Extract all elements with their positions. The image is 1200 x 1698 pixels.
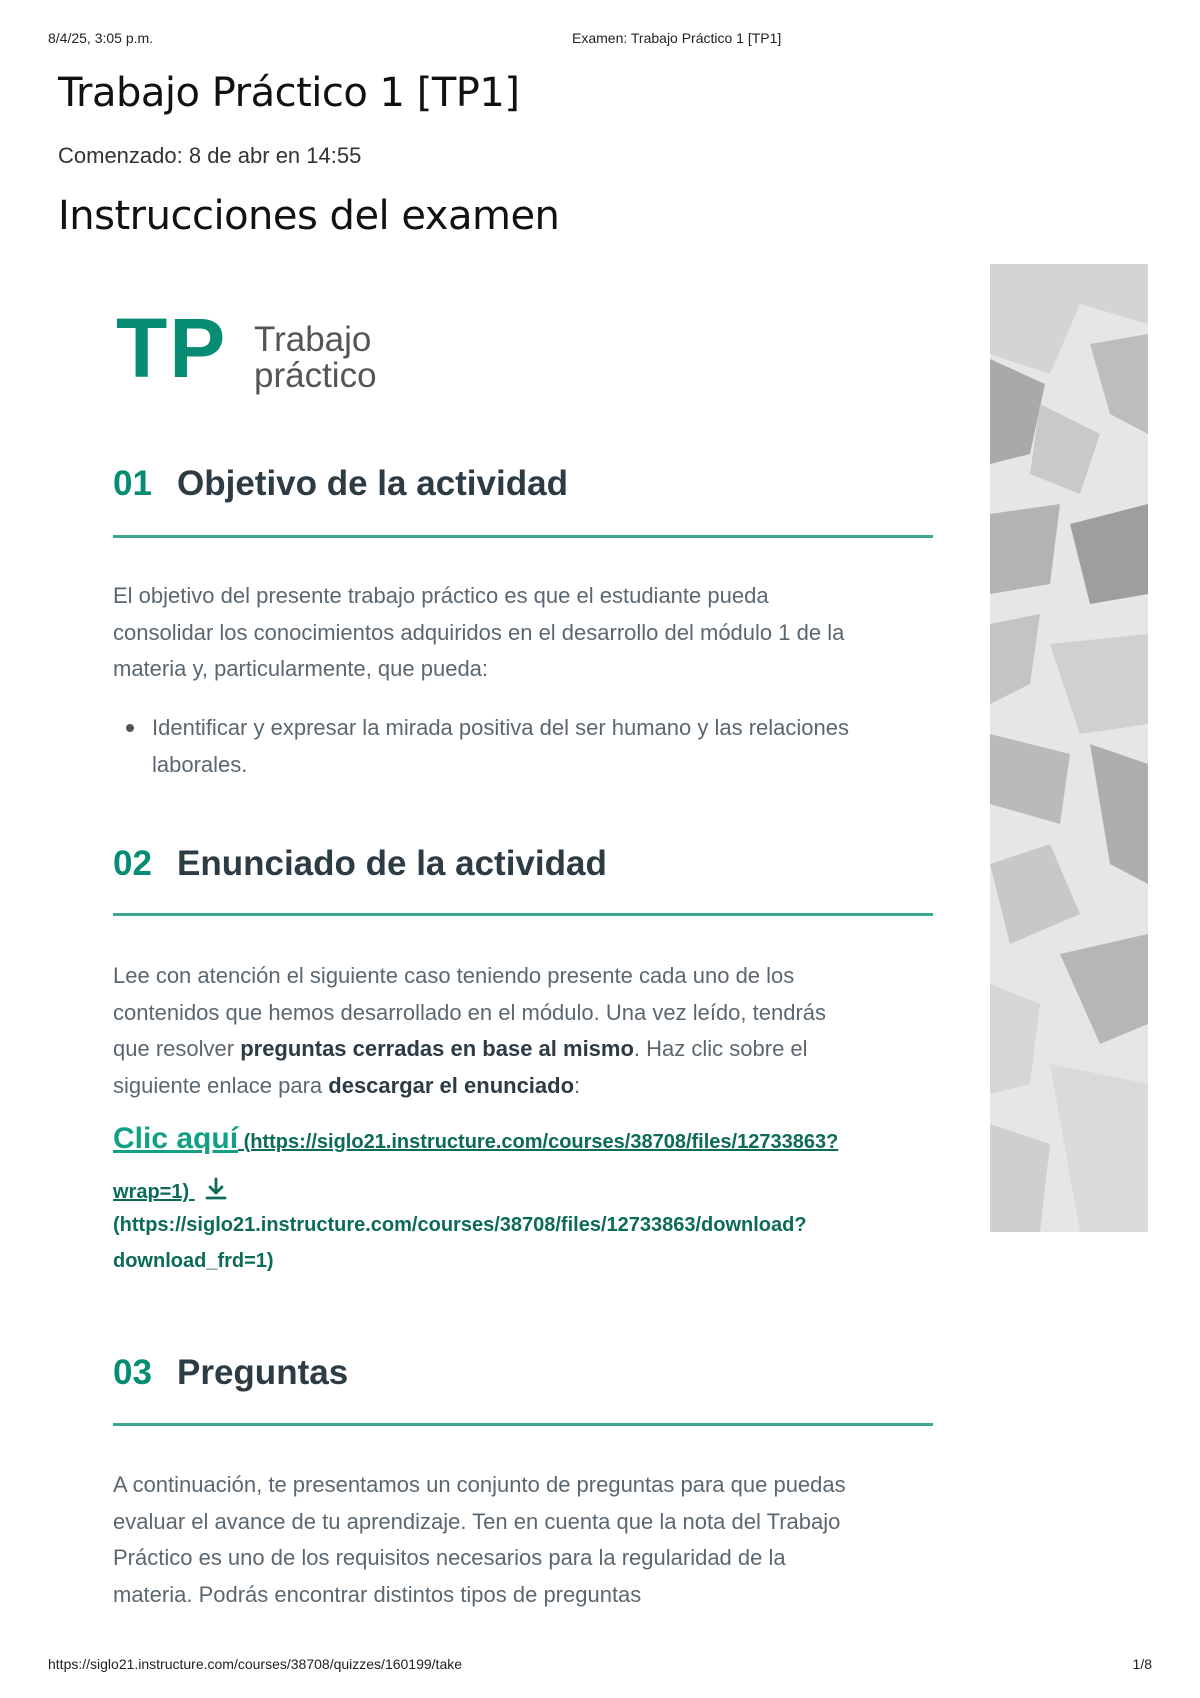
section-01-paragraph [113,578,933,688]
quiz-started-timestamp: Comenzado: 8 de abr en 14:55 [58,143,362,168]
download-link-line-2 [113,1250,943,1273]
objective-bullet [152,710,932,783]
print-doc-title: Examen: Trabajo Práctico 1 [TP1] [572,30,782,46]
paragraph-line: : [574,1072,581,1098]
enunciado-link-line-2 [113,1176,943,1204]
section-title: Enunciado de la actividad [177,844,607,883]
logo-letters: TP [116,301,228,395]
section-divider [113,913,933,916]
enunciado-link-line-1 [113,1122,943,1156]
paragraph-line: evaluar el avance de tu aprendizaje. Ten en cuenta que la nota del Trabajo [113,1508,841,1534]
paragraph-line: A continuación, te presentamos un conjunto de preguntas para que puedas [113,1472,846,1497]
section-03-paragraph [113,1467,933,1613]
paragraph-line: El objetivo del presente trabajo práctico es que el estudiante pueda [113,583,769,608]
paragraph-line: siguiente enlace para [113,1072,329,1098]
section-divider [113,535,933,538]
section-number: 02 [113,844,152,883]
section-title: Preguntas [177,1353,349,1392]
section-02-paragraph [113,958,933,1104]
bullet-line: Identificar y expresar la mirada positiva del ser humano y las relaciones [152,715,849,740]
bullet-line: laborales. [152,751,248,777]
section-number: 01 [113,464,152,503]
enunciado-file-link[interactable]: (https://siglo21.instructure.com/courses/38708/files/12733863? [238,1131,839,1153]
download-icon[interactable] [203,1176,229,1202]
bold-phrase: descargar el enunciado [328,1072,575,1098]
paragraph-line: Práctico es uno de los requisitos necesarios para la regularidad de la [113,1545,786,1570]
section-title: Objetivo de la actividad [177,464,568,503]
quiz-title: Trabajo Práctico 1 [TP1] [58,70,520,116]
logo-word-trabajo: Trabajo [254,320,372,359]
decorative-side-image [990,264,1148,1232]
paragraph-line: que resolver [113,1036,241,1061]
clic-aqui-link[interactable]: Clic aquí [113,1122,239,1155]
paragraph-line: consolidar los conocimientos adquiridos en el desarrollo del módulo 1 de la [113,619,845,645]
download-link-line-1 [113,1214,943,1237]
print-page-number: 1/8 [1132,1656,1152,1672]
bullet-dot [126,724,134,732]
paragraph-line: materia y, particularmente, que pueda: [113,656,489,681]
bold-phrase: preguntas cerradas en base al mismo [240,1036,634,1061]
paragraph-line: Lee con atención el siguiente caso teniendo presente cada uno de los [113,963,795,988]
section-01-heading [113,464,933,504]
trabajo-practico-logo [116,301,416,402]
print-date: 8/4/25, 3:05 p.m. [48,30,154,46]
section-02-heading [113,844,933,884]
section-divider [113,1423,933,1426]
enunciado-file-link-cont[interactable]: wrap=1) [113,1181,195,1203]
instructions-title: Instrucciones del examen [58,193,560,239]
paragraph-line: contenidos que hemos desarrollado en el módulo. Una vez leído, tendrás [113,999,827,1025]
section-03-heading [113,1353,933,1393]
print-url: https://siglo21.instructure.com/courses/38708/quizzes/160199/take [48,1656,463,1672]
print-header [48,30,1152,50]
paragraph-line: materia. Podrás encontrar distintos tipos de preguntas [113,1581,642,1607]
paragraph-line: . Haz clic sobre el [633,1036,808,1061]
download-file-link[interactable]: (https://siglo21.instructure.com/courses/38708/files/12733863/download? [113,1214,807,1236]
download-file-link-cont[interactable]: download_frd=1) [113,1250,274,1272]
print-footer [48,1656,1152,1676]
section-number: 03 [113,1353,152,1392]
logo-word-practico: práctico [254,356,377,395]
